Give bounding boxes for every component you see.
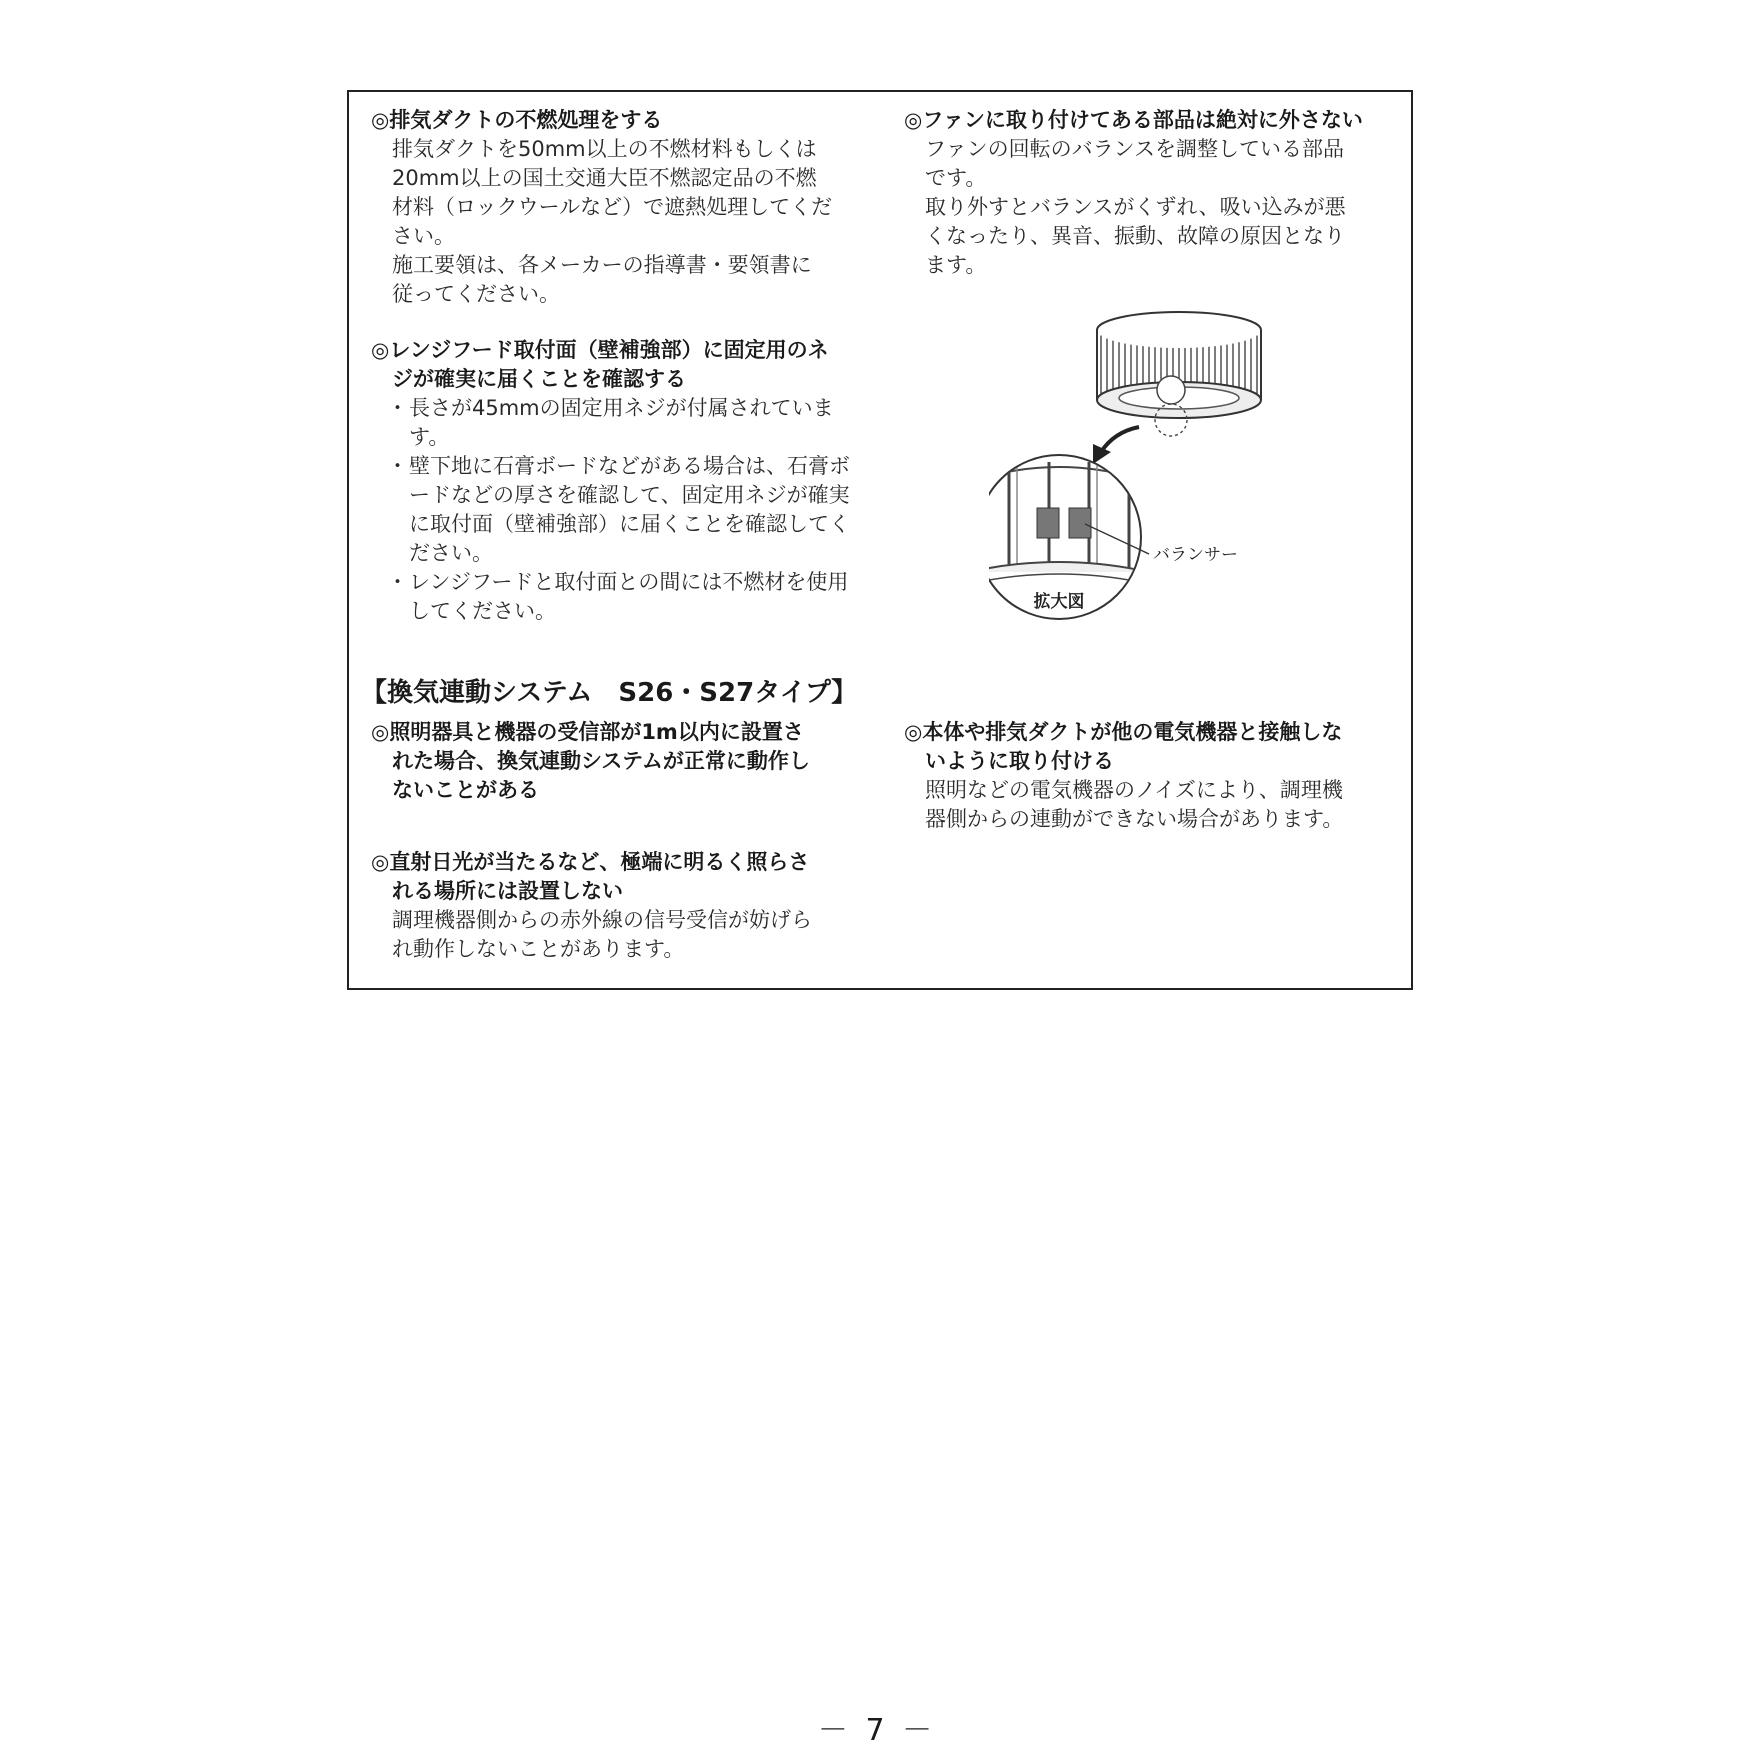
heading-line: ジが確実に届くことを確認する <box>392 367 686 391</box>
body-line: 従ってください。 <box>392 282 560 306</box>
heading-line: れる場所には設置しない <box>392 879 623 903</box>
balancer-part <box>1069 508 1091 538</box>
left-item-screw-check <box>371 336 851 626</box>
body-line: 取り外すとバランスがくずれ、吸い込みが悪 <box>925 195 1346 219</box>
bullet-item: ・ レンジフードと取付面との間には不燃材を使用してください。 <box>409 568 851 626</box>
item-body <box>904 776 1404 834</box>
body-line: 照明などの電気機器のノイズにより、調理機 <box>925 778 1343 802</box>
body-line: 20mm以上の国土交通大臣不燃認定品の不燃 <box>392 166 817 190</box>
arrowhead-icon <box>1093 444 1111 464</box>
body-line: 器側からの連動ができない場合があります。 <box>925 807 1344 831</box>
bullet-item: ・ 長さが45mmの固定用ネジが付属されています。 <box>409 394 851 452</box>
heading-line: ◎直射日光が当たるなど、極端に明るく照らさ <box>371 850 810 874</box>
item-heading <box>904 718 1404 776</box>
body-line: くなったり、異音、振動、故障の原因となり <box>925 224 1345 248</box>
fan-balancer-figure <box>989 302 1309 622</box>
left-item-sunlight-warning <box>371 848 851 964</box>
bullet-list <box>371 394 851 626</box>
item-heading <box>371 718 851 805</box>
body-line: 調理機器側からの赤外線の信号受信が妨げら <box>392 908 812 932</box>
item-body <box>371 906 851 964</box>
body-line: 材料（ロックウールなど）で遮熱処理してくだ <box>392 195 833 219</box>
body-line: です。 <box>925 166 987 190</box>
left-item-distance-warning <box>371 718 851 805</box>
item-body <box>904 135 1404 280</box>
zoom-label: 拡大図 <box>1033 592 1085 612</box>
heading-line: れた場合、換気連動システムが正常に動作し <box>392 749 810 773</box>
arrow-icon <box>1101 427 1139 452</box>
heading-line: ◎レンジフード取付面（壁補強部）に固定用のネ <box>371 338 829 362</box>
item-heading: ◎排気ダクトの不燃処理をする <box>371 108 663 132</box>
body-line: 施工要領は、各メーカーの指導書・要領書に <box>392 253 812 277</box>
right-item-fan-parts <box>904 106 1404 280</box>
item-heading: ◎ファンに取り付けてある部品は絶対に外さない <box>904 108 1363 132</box>
heading-line: いように取り付ける <box>925 749 1114 773</box>
page-number: － 7 － <box>817 1713 937 1748</box>
item-body <box>371 135 851 309</box>
item-heading <box>371 336 851 394</box>
body-line: さい。 <box>392 224 455 248</box>
right-item-no-contact <box>904 718 1404 834</box>
balancer-callout-label: バランサー <box>1153 545 1238 565</box>
body-line: れ動作しないことがあります。 <box>392 937 685 961</box>
body-line: ファンの回転のバランスを調整している部品 <box>925 137 1344 161</box>
body-line: 排気ダクトを50mm以上の不燃材料もしくは <box>392 137 817 161</box>
body-line: ます。 <box>925 253 987 277</box>
heading-line: ないことがある <box>392 778 539 802</box>
bullet-item: ・ 壁下地に石膏ボードなどがある場合は、石膏ボードなどの厚さを確認して、固定用ネジが確実に取付面（壁補強部）に届くことを確認してください。 <box>409 452 851 568</box>
balancer-part <box>1037 508 1059 538</box>
heading-line: ◎照明器具と機器の受信部が1m以内に設置さ <box>371 720 804 744</box>
section-title: 【換気連動システム S26・S27タイプ】 <box>361 678 858 708</box>
item-heading <box>371 848 851 906</box>
heading-line: ◎本体や排気ダクトが他の電気機器と接触しな <box>904 720 1343 744</box>
left-item-duct-fireproof <box>371 106 851 309</box>
notice-frame <box>347 90 1413 990</box>
fan-wheel-illustration <box>1097 312 1261 436</box>
